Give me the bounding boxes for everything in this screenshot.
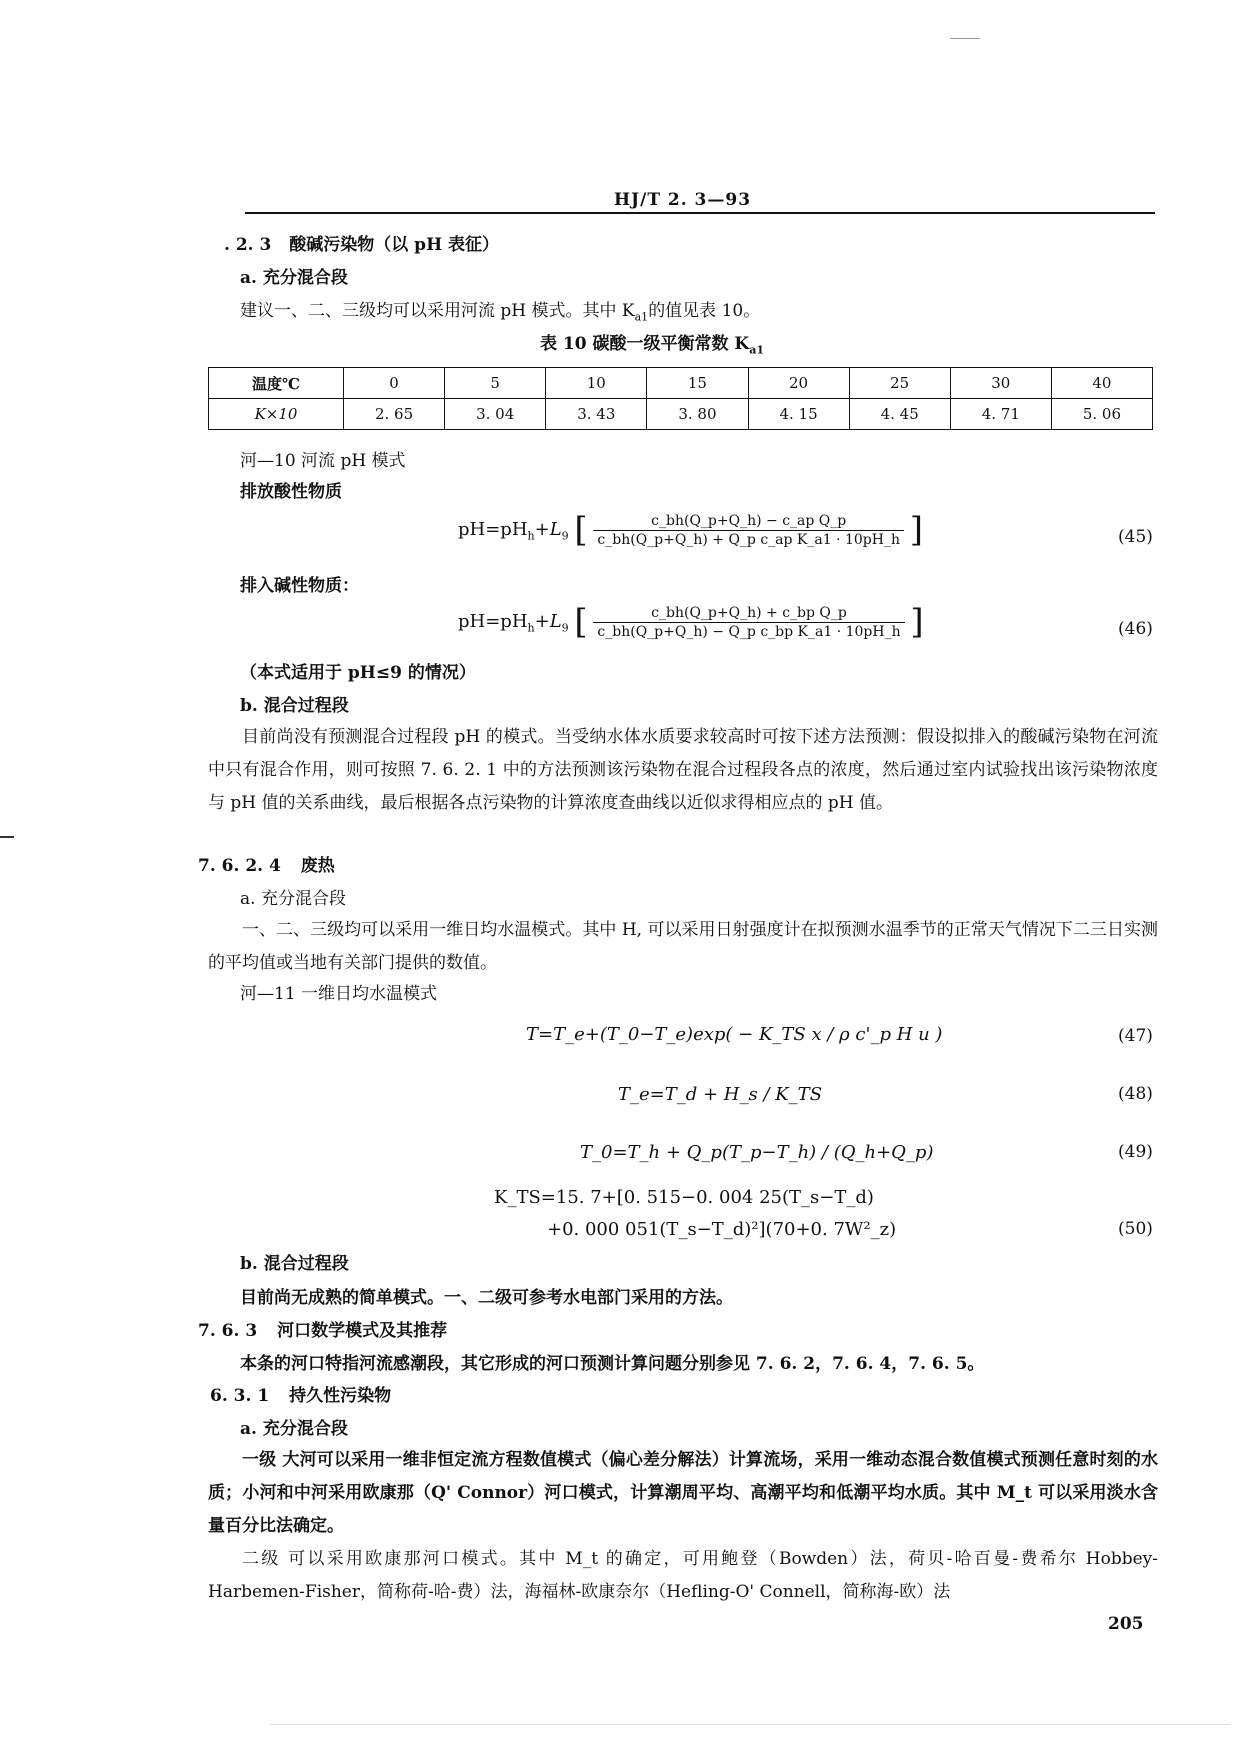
subsection-a: a. 充分混合段	[240, 268, 348, 288]
model-title: 河—10 河流 pH 模式	[240, 451, 406, 471]
section-number: 6. 3. 1	[210, 1386, 270, 1406]
equation-47: T=T_e+(T_0−T_e)exp( − K_TS x / ρ c'_p H u )	[526, 1024, 943, 1045]
bracket: [	[574, 510, 588, 550]
model-title: 河—11 一维日均水温模式	[240, 984, 438, 1004]
data-table	[208, 367, 1153, 430]
denominator: c_bh(Q_p+Q_h) − Q_p c_bp K_a1 · 10pH_h	[597, 623, 901, 640]
equation-number: (47)	[1118, 1026, 1153, 1046]
paragraph-text: 一级 大河可以采用一维非恒定流方程数值模式（偏心差分解法）计算流场，采用一维动态混合数值模式预测任意时刻的水质；小河和中河采用欧康那（Q' Connor）河口模式，计算潮周平均、高潮平均和低潮平均水质。其中 M_t 可以采用淡水含量百分比法确定。	[208, 1450, 1158, 1536]
section-number: 7. 6. 3	[198, 1321, 258, 1341]
table-cell: 4. 45	[849, 399, 950, 430]
paragraph-text: 二级 可以采用欧康那河口模式。其中 M_t 的确定，可用鲍登（Bowden）法，荷贝-哈百曼-费希尔 Hobbey-Harbemen-Fisher，简称荷-哈-费）法，海福林-欧康奈尔（Hefling-O' Connell，简称海-欧）法	[208, 1549, 1158, 1602]
paragraph-mixing	[208, 721, 1158, 820]
subsection-a: a. 充分混合段	[240, 889, 346, 909]
equation-number: (45)	[1118, 527, 1153, 547]
caption-text: 表 10 碳酸一级平衡常数 K	[540, 334, 750, 354]
page-number: 205	[1108, 1614, 1144, 1634]
section-title: 持久性污染物	[289, 1386, 392, 1406]
equation-text: +L	[534, 519, 562, 540]
paragraph-suggest	[240, 300, 760, 328]
table-cell: 30	[950, 368, 1051, 399]
table-cell: 3. 43	[546, 399, 647, 430]
equation-number: (49)	[1118, 1142, 1153, 1162]
paragraph-text: 目前尚没有预测混合过程段 pH 的模式。当受纳水体水质要求较高时可按下述方法预测：假设拟排入的酸碱污染物在河流中只有混合作用，则可按照 7. 6. 2. 1 中的方法预测该污染物在混合过程段各点的浓度，然后通过室内试验找出该污染物浓度与 pH 值的关系曲线，最后根据各点污染物的计算浓度查曲线以近似求得相应点的 pH 值。	[208, 727, 1158, 813]
table-caption	[540, 333, 764, 361]
section-title: 河口数学模式及其推荐	[277, 1321, 448, 1341]
table-cell: 0	[344, 368, 445, 399]
margin-mark	[0, 836, 14, 838]
equation-text: pH=pH	[458, 611, 528, 632]
section-heading	[198, 1320, 447, 1342]
header-rule	[245, 212, 1155, 214]
section-heading	[224, 234, 499, 256]
subscript: h	[527, 621, 535, 635]
model-label-acid: 排放酸性物质	[240, 482, 342, 502]
table-row	[209, 368, 1153, 399]
bracket: ]	[910, 602, 924, 642]
table-cell: 温度℃	[209, 368, 344, 399]
subscript: a1	[749, 343, 764, 357]
table-cell: 20	[748, 368, 849, 399]
denominator: c_bh(Q_p+Q_h) + Q_p c_ap K_a1 · 10pH_h	[597, 531, 900, 548]
equation-48: T_e=T_d + H_s / K_TS	[618, 1084, 823, 1105]
table-cell: K×10	[209, 399, 344, 430]
model-label-base: 排入碱性物质：	[240, 576, 359, 596]
equation-number: (46)	[1118, 619, 1153, 639]
table-cell: 2. 65	[344, 399, 445, 430]
paragraph-level2	[208, 1543, 1158, 1609]
section-heading	[210, 1385, 391, 1407]
table-cell: 3. 80	[647, 399, 748, 430]
table-cell: 40	[1051, 368, 1152, 399]
table-cell: 3. 04	[445, 399, 546, 430]
paragraph-heat	[208, 914, 1158, 980]
paragraph-text: 一、二、三级均可以采用一维日均水温模式。其中 H, 可以采用日射强度计在拟预测水温季节的正常天气情况下二三日实测的平均值或当地有关部门提供的数值。	[208, 920, 1158, 973]
section-heading	[198, 855, 335, 877]
subsection-a: a. 充分混合段	[240, 1419, 348, 1439]
subscript: a1	[634, 310, 649, 324]
table-row	[209, 399, 1153, 430]
paragraph-estuary: 本条的河口特指河流感潮段，其它形成的河口预测计算问题分别参见 7. 6. 2，7. 6. 4，7. 6. 5。	[240, 1354, 985, 1374]
table-cell: 5	[445, 368, 546, 399]
table-cell: 25	[849, 368, 950, 399]
numerator: c_bh(Q_p+Q_h) − c_ap Q_p	[593, 513, 904, 531]
equation-45	[458, 510, 923, 550]
equation-number: (48)	[1118, 1084, 1153, 1104]
bracket: [	[574, 602, 588, 642]
table-cell: 4. 71	[950, 399, 1051, 430]
paragraph-nomodel: 目前尚无成熟的简单模式。一、二级可参考水电部门采用的方法。	[240, 1288, 733, 1308]
equation-49: T_0=T_h + Q_p(T_p−T_h) / (Q_h+Q_p)	[580, 1142, 934, 1163]
numerator: c_bh(Q_p+Q_h) + c_bp Q_p	[593, 605, 904, 623]
subsection-b: b. 混合过程段	[240, 696, 349, 716]
equation-50-line1: K_TS=15. 7+[0. 515−0. 004 25(T_s−T_d)	[494, 1187, 874, 1208]
paragraph-level1	[208, 1444, 1158, 1543]
section-title: 酸碱污染物（以 pH 表征）	[289, 235, 500, 255]
scan-line	[950, 38, 980, 39]
paragraph-text: 建议一、二、三级均可以采用河流 pH 模式。其中 K	[240, 301, 635, 321]
header-code: HJ/T 2. 3—93	[614, 190, 752, 210]
paragraph-text: 的值见表 10。	[648, 301, 761, 321]
equation-text: pH=pH	[458, 519, 528, 540]
section-number: 7. 6. 2. 4	[198, 856, 281, 876]
table-cell: 5. 06	[1051, 399, 1152, 430]
equation-number: (50)	[1118, 1219, 1153, 1239]
scan-line	[270, 1724, 1230, 1725]
note: （本式适用于 pH≤9 的情况）	[240, 663, 476, 683]
subscript: h	[527, 529, 535, 543]
equation-46	[458, 602, 924, 642]
bracket: ]	[909, 510, 923, 550]
equation-text: +L	[534, 611, 562, 632]
table-cell: 4. 15	[748, 399, 849, 430]
subscript: 9	[561, 621, 569, 635]
subscript: 9	[561, 529, 569, 543]
fraction	[593, 605, 904, 640]
equation-50-line2: +0. 000 051(T_s−T_d)²](70+0. 7W²_z)	[547, 1219, 897, 1240]
section-title: 废热	[300, 856, 335, 876]
subsection-b: b. 混合过程段	[240, 1254, 349, 1274]
table-cell: 10	[546, 368, 647, 399]
section-number: . 2. 3	[224, 235, 272, 255]
fraction	[593, 513, 904, 548]
table-cell: 15	[647, 368, 748, 399]
